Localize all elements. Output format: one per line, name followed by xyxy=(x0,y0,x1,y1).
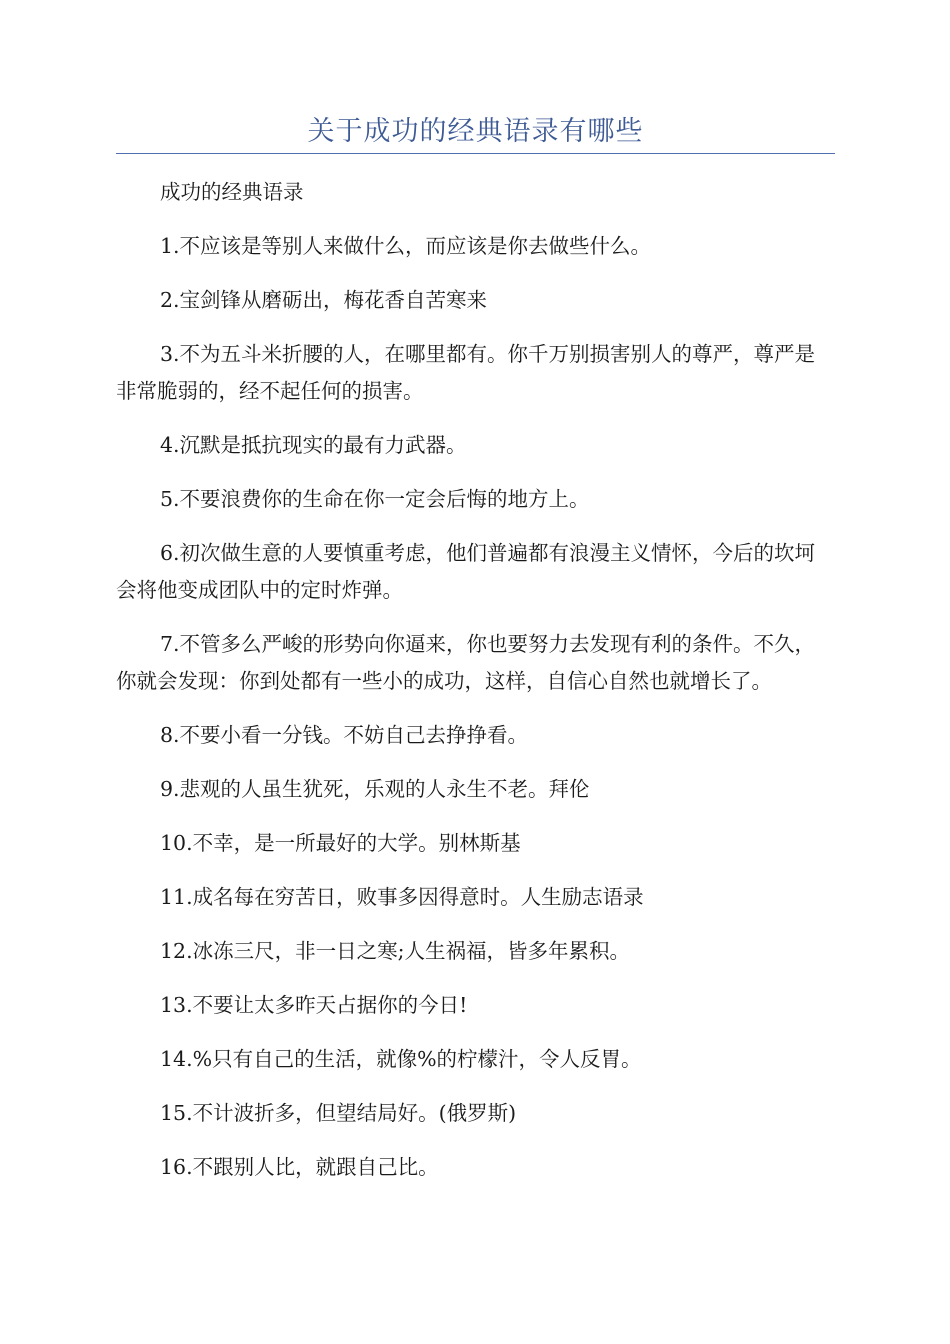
quote-item-7: 7.不管多么严峻的形势向你逼来，你也要努力去发现有利的条件。不久，你就会发现：你到处都有一些小的成功，这样，自信心自然也就增长了。 xyxy=(116,632,816,693)
quote-item-16: 16.不跟别人比，就跟自己比。 xyxy=(160,1155,439,1179)
quote-item-2: 2.宝剑锋从磨砺出，梅花香自苦寒来 xyxy=(160,288,488,312)
document-title: 关于成功的经典语录有哪些 xyxy=(307,116,644,147)
quote-item-9: 9.悲观的人虽生犹死，乐观的人永生不老。拜伦 xyxy=(160,777,590,801)
quote-item-15: 15.不计波折多，但望结局好。(俄罗斯) xyxy=(160,1101,517,1125)
quote-item-3: 3.不为五斗米折腰的人，在哪里都有。你千万别损害别人的尊严，尊严是非常脆弱的，经不起任何的损害。 xyxy=(116,342,816,403)
quote-item-8: 8.不要小看一分钱。不妨自己去挣挣看。 xyxy=(160,723,529,747)
quote-item-1: 1.不应该是等别人来做什么，而应该是你去做些什么。 xyxy=(160,234,652,258)
quote-item-5: 5.不要浪费你的生命在你一定会后悔的地方上。 xyxy=(160,487,590,511)
quote-item-13: 13.不要让太多昨天占据你的今日! xyxy=(160,993,468,1017)
document-body xyxy=(116,174,835,1203)
quote-item-14: 14.%只有自己的生活，就像%的柠檬汁，令人反胃。 xyxy=(160,1047,642,1071)
quote-item-6: 6.初次做生意的人要慎重考虑，他们普遍都有浪漫主义情怀，今后的坎坷会将他变成团队中的定时炸弹。 xyxy=(116,541,816,602)
quote-item-10: 10.不幸，是一所最好的大学。别林斯基 xyxy=(160,831,521,855)
quote-item-11: 11.成名每在穷苦日，败事多因得意时。人生励志语录 xyxy=(160,885,644,909)
quote-item-4: 4.沉默是抵抗现实的最有力武器。 xyxy=(160,433,467,457)
section-heading: 成功的经典语录 xyxy=(160,180,304,204)
title-underline xyxy=(116,153,835,154)
quote-item-12: 12.冰冻三尺，非一日之寒;人生祸福，皆多年累积。 xyxy=(160,939,631,963)
